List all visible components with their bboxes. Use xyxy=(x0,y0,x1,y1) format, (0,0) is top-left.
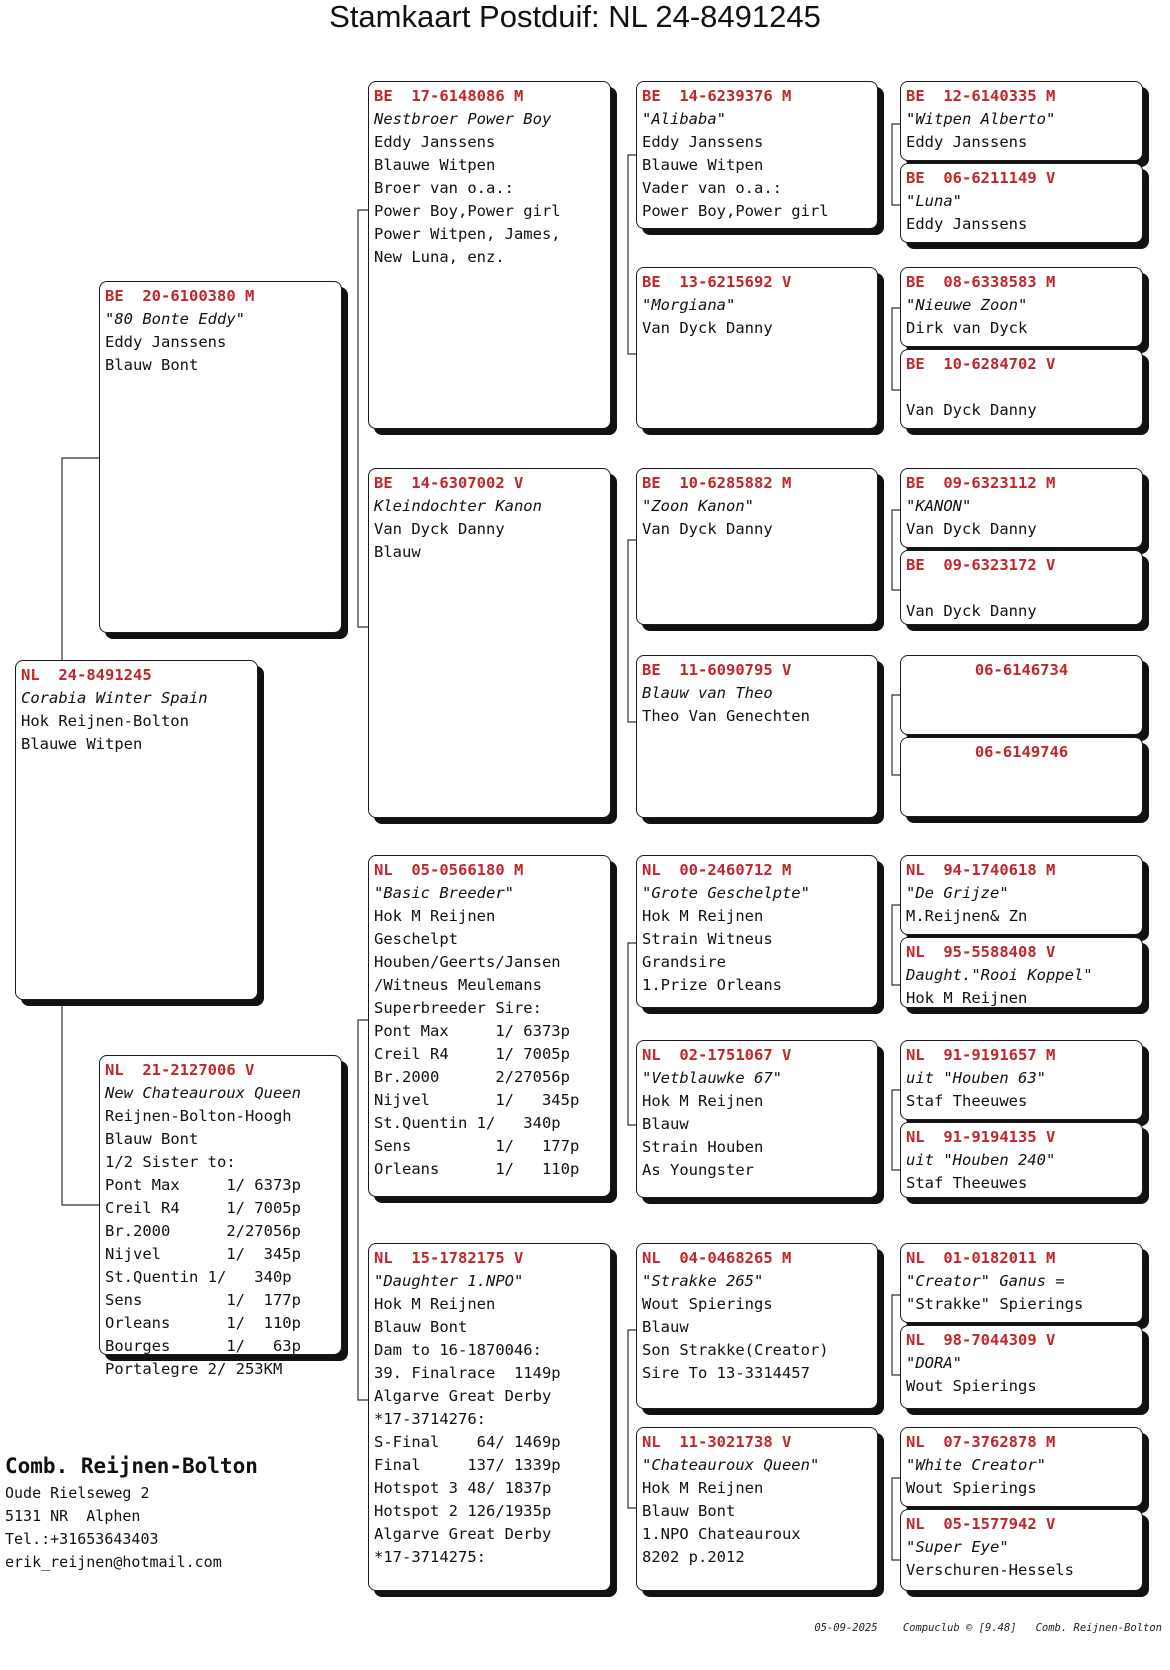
pigeon-name xyxy=(906,376,1137,399)
ring-number: BE 14-6239376 M xyxy=(642,87,792,105)
ring-number: 06-6146734 xyxy=(974,661,1069,679)
pigeon-info-line: Algarve Great Derby xyxy=(374,1525,552,1543)
pigeon-name: Blauw van Theo xyxy=(642,684,773,702)
pigeon-card-p14 xyxy=(636,1427,878,1591)
pigeon-info-line: Van Dyck Danny xyxy=(906,520,1037,538)
pigeon-info-line: St.Quentin 1/ 340p xyxy=(105,1268,292,1286)
pigeon-name: "Witpen Alberto" xyxy=(906,110,1056,128)
pigeon-info-line: Power Witpen, James, xyxy=(374,225,561,243)
pigeon-card-p20 xyxy=(900,550,1143,625)
pigeon-info-line: Reijnen-Bolton-Hoogh xyxy=(105,1107,292,1125)
pigeon-info-line: Hok M Reijnen xyxy=(642,907,764,925)
ring-number: NL 02-1751067 V xyxy=(642,1046,792,1064)
pigeon-info-line: Blauw xyxy=(642,1318,689,1336)
ring-number: NL 01-0182011 M xyxy=(906,1249,1056,1267)
pigeon-info-line: Staf Theeuwes xyxy=(906,1092,1028,1110)
pigeon-info-line: Theo Van Genechten xyxy=(642,707,810,725)
pigeon-info-line: Blauw Bont xyxy=(642,1502,736,1520)
pigeon-info-line: Power Boy,Power girl xyxy=(374,202,561,220)
pigeon-info-line: Blauw Bont xyxy=(105,1130,199,1148)
pigeon-info-line: M.Reijnen& Zn xyxy=(906,907,1028,925)
pigeon-info-line: Hok M Reijnen xyxy=(374,1295,496,1313)
ring-number: BE 09-6323172 V xyxy=(906,556,1056,574)
pigeon-name: "Chateauroux Queen" xyxy=(642,1456,820,1474)
pigeon-info-line: S-Final 64/ 1469p xyxy=(374,1433,561,1451)
pigeon-info-line: Creil R4 1/ 7005p xyxy=(105,1199,301,1217)
pigeon-card-p18 xyxy=(900,349,1143,429)
print-footer: 05-09-2025 Compuclub © [9.48] Comb. Reijnen-Bolton xyxy=(814,1622,1162,1634)
pigeon-card-p2 xyxy=(99,1055,342,1378)
pigeon-info-line: Orleans 1/ 110p xyxy=(374,1160,580,1178)
pigeon-info-line: Grandsire xyxy=(642,953,726,971)
ring-number: BE 06-6211149 V xyxy=(906,169,1056,187)
pigeon-info-line: Sens 1/ 177p xyxy=(374,1137,580,1155)
ring-number: NL 95-5588408 V xyxy=(906,943,1056,961)
pigeon-name: Corabia Winter Spain xyxy=(21,689,208,707)
pigeon-info-line: Bourges 1/ 63p xyxy=(105,1337,301,1355)
pigeon-card-p29 xyxy=(900,1427,1143,1507)
ring-number: NL 24-8491245 xyxy=(21,666,152,684)
pigeon-card-p16 xyxy=(900,163,1143,243)
pigeon-card-p19 xyxy=(900,468,1143,548)
ring-number: BE 10-6284702 V xyxy=(906,355,1056,373)
pigeon-info-line: Geschelpt xyxy=(374,930,458,948)
ring-number: BE 12-6140335 M xyxy=(906,87,1056,105)
owner-name: Comb. Reijnen-Bolton xyxy=(5,1454,258,1478)
pigeon-info-line: Hok M Reijnen xyxy=(642,1479,764,1497)
pigeon-info-line: Strain Houben xyxy=(642,1138,764,1156)
pigeon-info-line: St.Quentin 1/ 340p xyxy=(374,1114,561,1132)
pigeon-info-line: Pont Max 1/ 6373p xyxy=(105,1176,301,1194)
pigeon-info-line: Son Strakke(Creator) xyxy=(642,1341,829,1359)
pigeon-card-p13 xyxy=(636,1243,878,1409)
ring-number: NL 15-1782175 V xyxy=(374,1249,524,1267)
pigeon-info-line: Blauw xyxy=(642,1115,689,1133)
pigeon-name: Kleindochter Kanon xyxy=(374,497,542,515)
pigeon-card-p5 xyxy=(368,855,611,1197)
pigeon-name: "White Creator" xyxy=(906,1456,1046,1474)
pigeon-info-line: 1/2 Sister to: xyxy=(105,1153,236,1171)
pigeon-info-line: Orleans 1/ 110p xyxy=(105,1314,301,1332)
ring-number: NL 05-0566180 M xyxy=(374,861,524,879)
pigeon-name: "DORA" xyxy=(906,1354,962,1372)
pigeon-name: "Basic Breeder" xyxy=(374,884,514,902)
ring-number: NL 00-2460712 M xyxy=(642,861,792,879)
pigeon-info-line: Algarve Great Derby xyxy=(374,1387,552,1405)
ring-number: BE 11-6090795 V xyxy=(642,661,792,679)
pigeon-info-line: Van Dyck Danny xyxy=(906,602,1037,620)
pigeon-card-p9 xyxy=(636,468,878,625)
pigeon-card-p25 xyxy=(900,1040,1143,1120)
pigeon-card-p7 xyxy=(636,81,878,229)
pigeon-info-line: *17-3714275: xyxy=(374,1548,486,1566)
ring-number: NL 11-3021738 V xyxy=(642,1433,792,1451)
pigeon-info-line: Hok M Reijnen xyxy=(374,907,496,925)
pigeon-card-p3 xyxy=(368,81,611,429)
pigeon-info-line: Dirk van Dyck xyxy=(906,319,1028,337)
pigeon-info-line: "Strakke" Spierings xyxy=(906,1295,1084,1313)
pigeon-info-line: As Youngster xyxy=(642,1161,754,1179)
pigeon-info-line: Pont Max 1/ 6373p xyxy=(374,1022,570,1040)
pigeon-card-p11 xyxy=(636,855,878,1008)
ring-number: NL 98-7044309 V xyxy=(906,1331,1056,1349)
pigeon-name: Nestbroer Power Boy xyxy=(374,110,552,128)
pigeon-card-p23 xyxy=(900,855,1143,935)
pigeon-card-p4 xyxy=(368,468,611,818)
owner-address-block xyxy=(5,1450,258,1574)
ring-number: NL 91-9194135 V xyxy=(906,1128,1056,1146)
pigeon-info-line: 1.Prize Orleans xyxy=(642,976,782,994)
pigeon-info-line: Sens 1/ 177p xyxy=(105,1291,301,1309)
pigeon-name: "De Grijze" xyxy=(906,884,1009,902)
pigeon-info-line: Staf Theeuwes xyxy=(906,1174,1028,1192)
pigeon-info-line: Blauwe Witpen xyxy=(642,156,764,174)
pigeon-card-p22 xyxy=(900,737,1143,817)
pigeon-info-line: Van Dyck Danny xyxy=(906,401,1037,419)
ring-number: BE 17-6148086 M xyxy=(374,87,524,105)
pigeon-info-line: *17-3714276: xyxy=(374,1410,486,1428)
pigeon-name: uit "Houben 63" xyxy=(906,1069,1046,1087)
pigeon-info-line: /Witneus Meulemans xyxy=(374,976,542,994)
ring-number: BE 08-6338583 M xyxy=(906,273,1056,291)
page-title: Stamkaart Postduif: NL 24-8491245 xyxy=(329,0,821,34)
owner-city: 5131 NR Alphen xyxy=(5,1507,141,1525)
pigeon-card-p10 xyxy=(636,655,878,818)
pigeon-name: "Strakke 265" xyxy=(642,1272,764,1290)
pigeon-name: "Vetblauwke 67" xyxy=(642,1069,782,1087)
pigeon-info-line: Nijvel 1/ 345p xyxy=(105,1245,301,1263)
pigeon-card-p6 xyxy=(368,1243,611,1591)
pigeon-name: "Luna" xyxy=(906,192,962,210)
owner-phone: Tel.:+31653643403 xyxy=(5,1530,159,1548)
pigeon-info-line: Portalegre 2/ 253KM xyxy=(105,1360,283,1378)
pigeon-card-p26 xyxy=(900,1122,1143,1198)
pigeon-info-line: Blauwe Witpen xyxy=(21,735,143,753)
pigeon-info-line: Eddy Janssens xyxy=(105,333,227,351)
pigeon-info-line: Wout Spierings xyxy=(642,1295,773,1313)
pigeon-card-p24 xyxy=(900,937,1143,1008)
pigeon-info-line: Eddy Janssens xyxy=(374,133,496,151)
pigeon-name: "Grote Geschelpte" xyxy=(642,884,810,902)
pigeon-card-p12 xyxy=(636,1040,878,1198)
pigeon-info-line: Hotspot 3 48/ 1837p xyxy=(374,1479,552,1497)
pigeon-name: uit "Houben 240" xyxy=(906,1151,1056,1169)
pigeon-info-line: 39. Finalrace 1149p xyxy=(374,1364,561,1382)
pigeon-info-line: Final 137/ 1339p xyxy=(374,1456,561,1474)
pigeon-info-line: New Luna, enz. xyxy=(374,248,505,266)
pigeon-info-line: Eddy Janssens xyxy=(906,215,1028,233)
pigeon-info-line: Wout Spierings xyxy=(906,1377,1037,1395)
pigeon-info-line: Blauw Bont xyxy=(105,356,199,374)
pigeon-info-line: Eddy Janssens xyxy=(642,133,764,151)
pigeon-name: "Nieuwe Zoon" xyxy=(906,296,1028,314)
pigeon-name xyxy=(906,577,1137,600)
pigeon-info-line: Dam to 16-1870046: xyxy=(374,1341,542,1359)
pigeon-info-line: Wout Spierings xyxy=(906,1479,1037,1497)
ring-number: NL 04-0468265 M xyxy=(642,1249,792,1267)
pigeon-info-line: Hok Reijnen-Bolton xyxy=(21,712,189,730)
pigeon-info-line: Van Dyck Danny xyxy=(642,520,773,538)
pigeon-name: "Creator" Ganus = xyxy=(906,1272,1065,1290)
ring-number: BE 13-6215692 V xyxy=(642,273,792,291)
pigeon-info-line: Hok M Reijnen xyxy=(642,1092,764,1110)
pigeon-info-line: Eddy Janssens xyxy=(906,133,1028,151)
pigeon-info-line: Broer van o.a.: xyxy=(374,179,514,197)
pigeon-name: "KANON" xyxy=(906,497,972,515)
pigeon-info-line: Br.2000 2/27056p xyxy=(374,1068,570,1086)
pigeon-card-p1 xyxy=(99,281,342,633)
pigeon-card-p15 xyxy=(900,81,1143,161)
pigeon-name: "Zoon Kanon" xyxy=(642,497,754,515)
pigeon-card-p8 xyxy=(636,267,878,429)
pigeon-info-line: Blauw xyxy=(374,543,421,561)
pigeon-info-line: Strain Witneus xyxy=(642,930,773,948)
pigeon-name: Daught."Rooi Koppel" xyxy=(906,966,1093,984)
pigeon-info-line: Vader van o.a.: xyxy=(642,179,782,197)
ring-number: BE 14-6307002 V xyxy=(374,474,524,492)
pigeon-info-line: 8202 p.2012 xyxy=(642,1548,745,1566)
pigeon-info-line: Power Boy,Power girl xyxy=(642,202,829,220)
pigeon-info-line: Br.2000 2/27056p xyxy=(105,1222,301,1240)
pigeon-card-p28 xyxy=(900,1325,1143,1409)
pigeon-name: "80 Bonte Eddy" xyxy=(105,310,245,328)
pigeon-name: "Alibaba" xyxy=(642,110,726,128)
pigeon-info-line: Nijvel 1/ 345p xyxy=(374,1091,580,1109)
pigeon-card-p17 xyxy=(900,267,1143,347)
ring-number: BE 20-6100380 M xyxy=(105,287,255,305)
pigeon-name: "Daughter 1.NPO" xyxy=(374,1272,524,1290)
pigeon-info-line: 1.NPO Chateauroux xyxy=(642,1525,801,1543)
ring-number: 06-6149746 xyxy=(974,743,1069,761)
ring-number: NL 21-2127006 V xyxy=(105,1061,255,1079)
pigeon-name: "Morgiana" xyxy=(642,296,736,314)
pigeon-info-line: Creil R4 1/ 7005p xyxy=(374,1045,570,1063)
pigeon-info-line: Blauw Bont xyxy=(374,1318,468,1336)
ring-number: NL 91-9191657 M xyxy=(906,1046,1056,1064)
pigeon-card-p27 xyxy=(900,1243,1143,1323)
ring-number: NL 94-1740618 M xyxy=(906,861,1056,879)
pigeon-name: New Chateauroux Queen xyxy=(105,1084,301,1102)
pigeon-info-line: Houben/Geerts/Jansen xyxy=(374,953,561,971)
ring-number: NL 05-1577942 V xyxy=(906,1515,1056,1533)
pigeon-card-p21 xyxy=(900,655,1143,735)
owner-email: erik_reijnen@hotmail.com xyxy=(5,1553,222,1571)
pigeon-info-line: Sire To 13-3314457 xyxy=(642,1364,810,1382)
pigeon-info-line: Van Dyck Danny xyxy=(642,319,773,337)
pigeon-info-line: Verschuren-Hessels xyxy=(906,1561,1074,1579)
pigeon-info-line: Hotspot 2 126/1935p xyxy=(374,1502,552,1520)
pigeon-info-line: Hok M Reijnen xyxy=(906,989,1028,1007)
ring-number: BE 09-6323112 M xyxy=(906,474,1056,492)
owner-street: Oude Rielseweg 2 xyxy=(5,1484,150,1502)
pigeon-name: "Super Eye" xyxy=(906,1538,1009,1556)
ring-number: NL 07-3762878 M xyxy=(906,1433,1056,1451)
pigeon-info-line: Van Dyck Danny xyxy=(374,520,505,538)
pigeon-info-line: Superbreeder Sire: xyxy=(374,999,542,1017)
pigeon-info-line: Blauwe Witpen xyxy=(374,156,496,174)
pigeon-card-p0 xyxy=(15,660,258,1000)
pigeon-card-p30 xyxy=(900,1509,1143,1591)
ring-number: BE 10-6285882 M xyxy=(642,474,792,492)
